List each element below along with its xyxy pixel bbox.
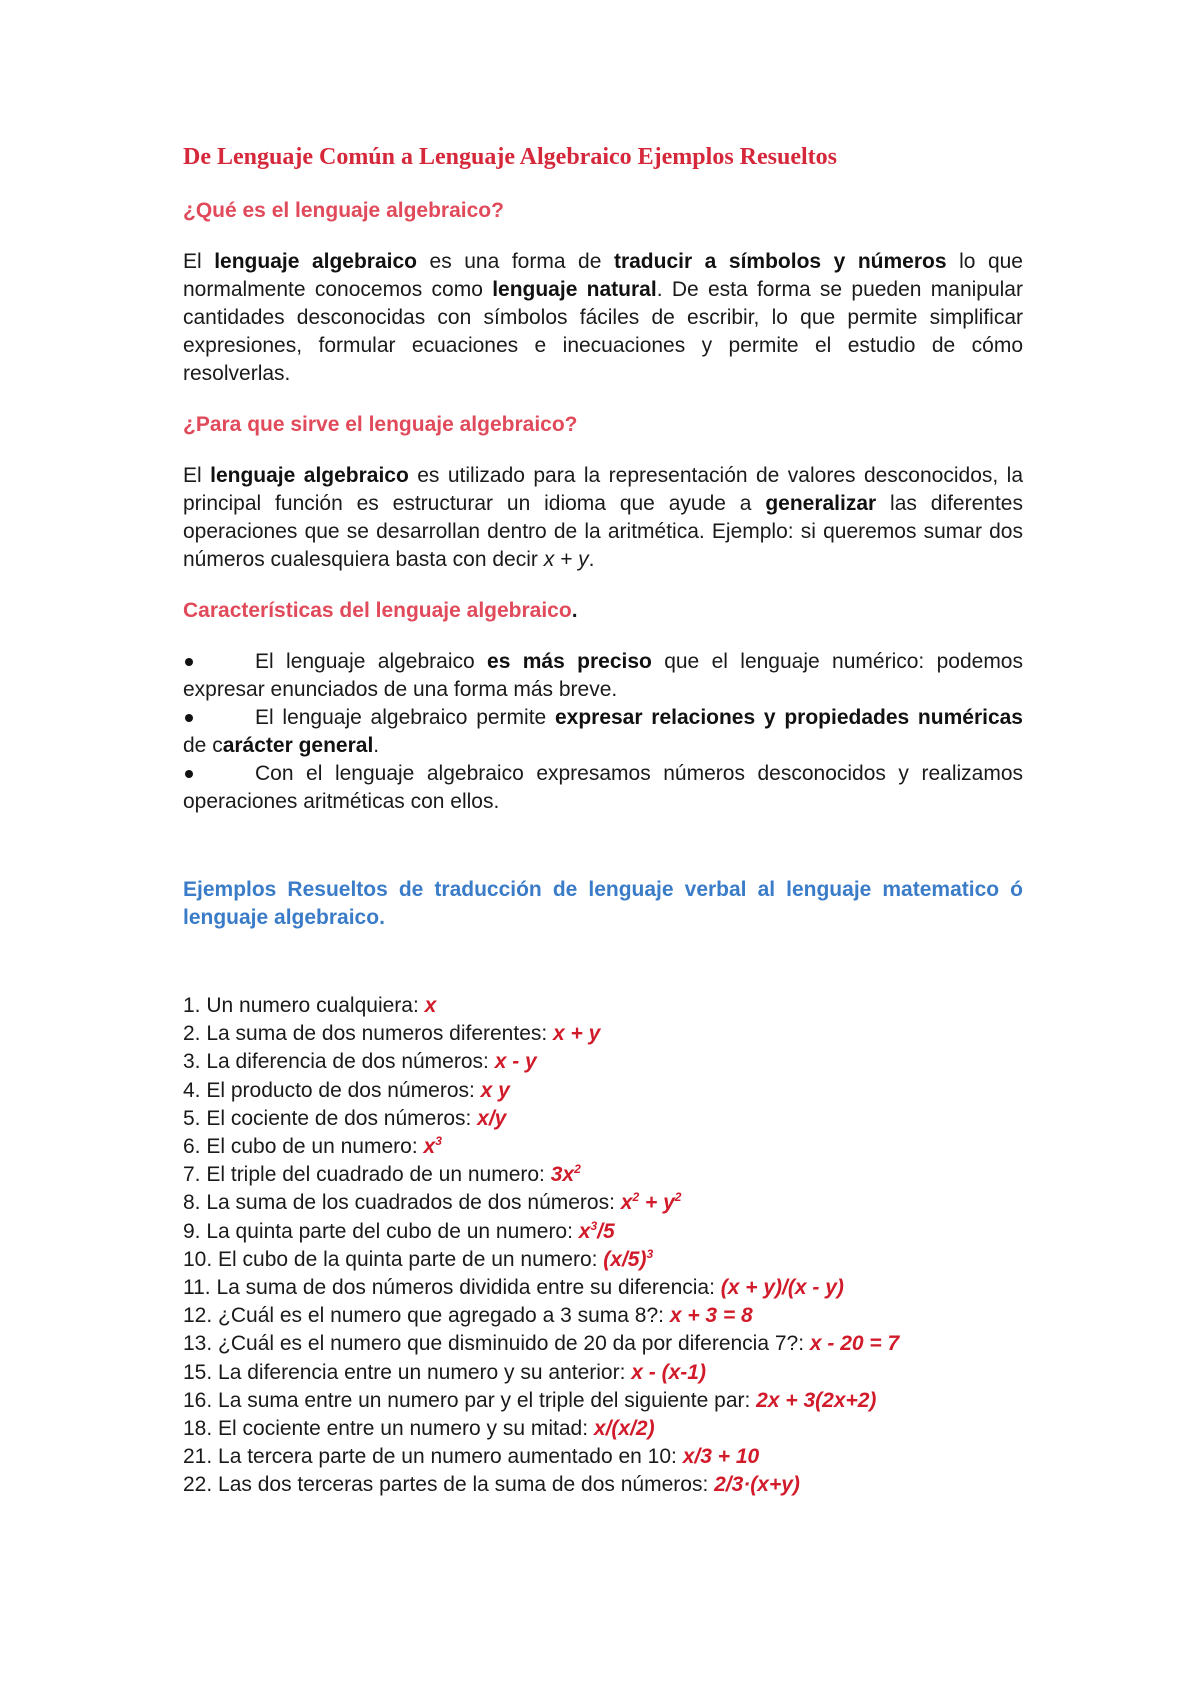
list-item: 18. El cociente entre un numero y su mitad: x/(x/2) — [183, 1417, 655, 1441]
examples-list — [183, 992, 1023, 1500]
list-item: 21. La tercera parte de un numero aumentado en 10: x/3 + 10 — [183, 1445, 760, 1469]
list-item: 13. ¿Cuál es el numero que disminuido de 20 da por diferencia 7?: x - 20 = 7 — [183, 1332, 900, 1356]
list-item: 6. El cubo de un numero: $x^3$ — [183, 1134, 442, 1159]
list-item: 1. Un numero cualquiera: x — [183, 994, 437, 1017]
heading-examples: Ejemplos Resueltos de traducción de lenguaje verbal al lenguaje matematico ó lenguaje algebraico. — [183, 878, 1023, 929]
list-item: 7. El triple del cuadrado de un numero: $3x^2$ — [183, 1162, 581, 1187]
heading-what-for: ¿Para que sirve el lenguaje algebraico? — [183, 413, 578, 436]
document-content — [183, 140, 1023, 1500]
paragraph-what-for: El lenguaje algebraico es utilizado para la representación de valores desconocidos, la principal función es estructurar un idioma que ayude a generalizar las diferentes operaciones que se desarrollan dentro de la aritmética. Ejemplo: si queremos sumar dos números cualesquiera basta con decir x + y. — [183, 464, 1023, 571]
list-item: 11. La suma de dos números dividida entre su diferencia: (x + y)/(x - y) — [183, 1276, 844, 1300]
list-item: 16. La suma entre un numero par y el triple del siguiente par: 2x + 3(2x+2) — [183, 1388, 877, 1412]
bullet-icon — [185, 658, 193, 666]
list-item: 22. Las dos terceras partes de la suma de dos números: 2/3·(x+y) — [183, 1473, 800, 1497]
bullet-icon — [185, 770, 193, 778]
list-item: 8. La suma de los cuadrados de dos números: $x^2 + y^2$ — [183, 1190, 682, 1215]
list-item: 4. El producto de dos números: x y — [183, 1078, 510, 1102]
list-item: Con el lenguaje algebraico expresamos números desconocidos y realizamos operaciones aritméticas con ellos. — [183, 762, 1023, 813]
list-item: 3. La diferencia de dos números: x - y — [183, 1050, 537, 1074]
paragraph-what-is: El lenguaje algebraico es una forma de traducir a símbolos y números lo que normalmente conocemos como lenguaje natural. De esta forma se pueden manipular cantidades desconocidas con símbolos fáciles de escribir, lo que permite simplificar expresiones, formular ecuaciones e inecuaciones y permite el estudio de cómo resolverlas. — [183, 250, 1023, 385]
list-item: 10. El cubo de la quinta parte de un numero: $(x/5)^3$ — [183, 1246, 654, 1271]
list-item: 5. El cociente de dos números: x/y — [183, 1106, 507, 1130]
characteristics-list — [183, 648, 1023, 816]
bullet-icon — [185, 714, 193, 722]
page-title: De Lenguaje Común a Lenguaje Algebraico Ejemplos Resueltos — [183, 144, 837, 170]
heading-characteristics: Características del lenguaje algebraico. — [183, 599, 578, 622]
list-item: El lenguaje algebraico es más preciso que el lenguaje numérico: podemos expresar enunciados de una forma más breve. — [183, 650, 1023, 701]
list-item: 15. La diferencia entre un numero y su anterior: x - (x-1) — [183, 1360, 706, 1384]
list-item: El lenguaje algebraico permite expresar relaciones y propiedades numéricas de carácter general. — [183, 706, 1023, 757]
list-item: 12. ¿Cuál es el numero que agregado a 3 suma 8?: x + 3 = 8 — [183, 1304, 753, 1328]
heading-what-is: ¿Qué es el lenguaje algebraico? — [183, 199, 504, 222]
list-item: 9. La quinta parte del cubo de un numero: $x^3/5$ — [183, 1218, 615, 1243]
list-item: 2. La suma de dos numeros diferentes: x + y — [183, 1022, 601, 1046]
